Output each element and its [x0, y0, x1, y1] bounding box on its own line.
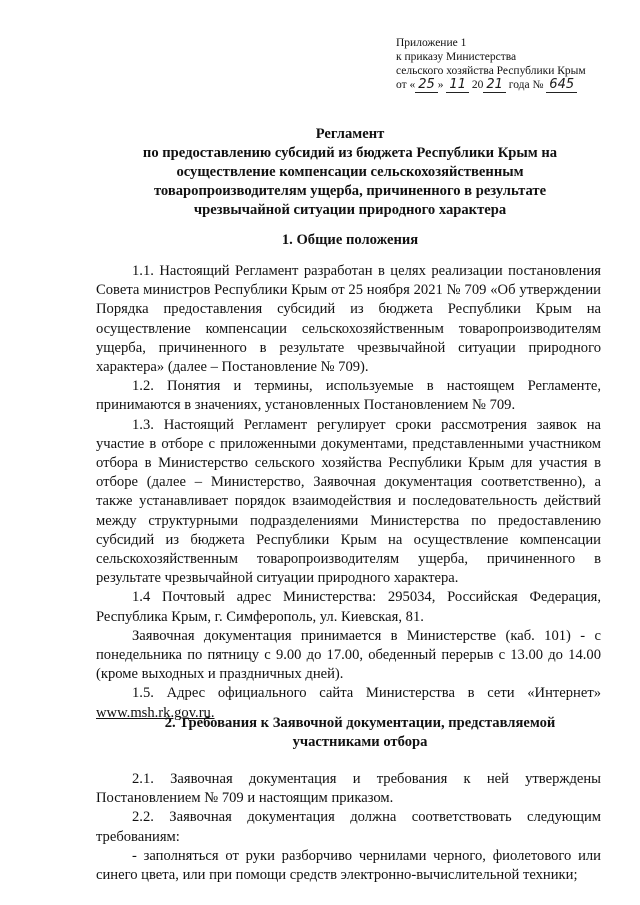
appendix-line-3: сельского хозяйства Республики Крым	[396, 65, 586, 77]
section-2-heading-line-2: участниками отбора	[292, 734, 428, 750]
paragraph-1-3: 1.3. Настоящий Регламент регулирует сроки рассмотрения заявок на участие в отборе с приложенными документами, представленными участником отбора в Министерство сельского хозяйства Республики Крым для участия в отборе (далее – Министерство, Заявочная документация соответственно), а также устанавливает порядок взаимодействия и последовательность действий между структурными подразделениями Министерства по предоставлению субсидий из бюджета Республики Крым на осуществление компенсации сельскохозяйственным товаропроизводителям ущерба, причиненного в результате чрезвычайной ситуации природного характера.	[96, 416, 601, 587]
title-line-3: осуществление компенсации сельскохозяйственным	[176, 164, 524, 180]
title-line-1: Регламент	[315, 126, 385, 142]
handwritten-year: 21	[483, 77, 506, 93]
section-1-body	[96, 262, 601, 723]
paragraph-2-2-item: - заполняться от руки разборчиво чернилами черного, фиолетового или синего цвета, или при помощи средств электронно-вычислительной техники;	[96, 847, 601, 884]
paragraph-1-2: 1.2. Понятия и термины, используемые в настоящем Регламенте, принимаются в значениях, установленных Постановлением № 709.	[96, 378, 601, 414]
date-year-prefix: 20	[471, 79, 484, 91]
website-link[interactable]: www.msh.rk.gov.ru.	[96, 704, 215, 721]
handwritten-order-number: 645	[546, 77, 577, 93]
section-2-heading	[100, 714, 620, 752]
title-line-4: товаропроизводителям ущерба, причиненного в результате	[153, 183, 547, 199]
paragraph-1-1: 1.1. Настоящий Регламент разработан в целях реализации постановления Совета министров Республики Крым от 25 ноября 2021 № 709 «Об утверждении Порядка предоставления субсидий из бюджета Республики Крым на осуществление компенсации сельскохозяйственным товаропроизводителям ущерба, причиненного в результате чрезвычайной ситуации природного характера» (далее – Постановление № 709).	[96, 263, 601, 376]
date-mid: »	[437, 79, 444, 91]
handwritten-day: 25	[415, 77, 438, 93]
section-2-heading-line-1: 2. Требования к Заявочной документации, представляемой	[164, 715, 556, 731]
title-line-2: по предоставлению субсидий из бюджета Республики Крым на	[142, 145, 558, 161]
appendix-header	[396, 36, 616, 92]
title-line-5: чрезвычайной ситуации природного характера	[193, 202, 507, 218]
section-2-body	[96, 770, 601, 885]
section-1-heading: 1. Общие положения	[281, 232, 419, 248]
date-suffix: года №	[508, 79, 544, 91]
document-title	[100, 125, 600, 220]
handwritten-month: 11	[446, 77, 469, 93]
website-label: 1.5. Адрес официального сайта Министерства в сети «Интернет»	[132, 685, 601, 702]
date-prefix: от «	[396, 79, 416, 91]
paragraph-2-1: 2.1. Заявочная документация и требования к ней утверждены Постановлением № 709 и настоящим приказом.	[96, 771, 601, 807]
appendix-line-1: Приложение 1	[396, 37, 467, 49]
appendix-line-2: к приказу Министерства	[396, 51, 517, 63]
appendix-date-line	[396, 78, 616, 92]
paragraph-reception-hours: Заявочная документация принимается в Министерстве (каб. 101) - с понедельника по пятницу с 9.00 до 17.00, обеденный перерыв с 13.00 до 14.00 (кроме выходных и праздничных дней).	[96, 627, 601, 683]
paragraph-1-4: 1.4 Почтовый адрес Министерства: 295034, Российская Федерация, Республика Крым, г. Симферополь, ул. Киевская, 81.	[96, 589, 601, 625]
paragraph-2-2: 2.2. Заявочная документация должна соответствовать следующим требованиям:	[96, 809, 601, 845]
